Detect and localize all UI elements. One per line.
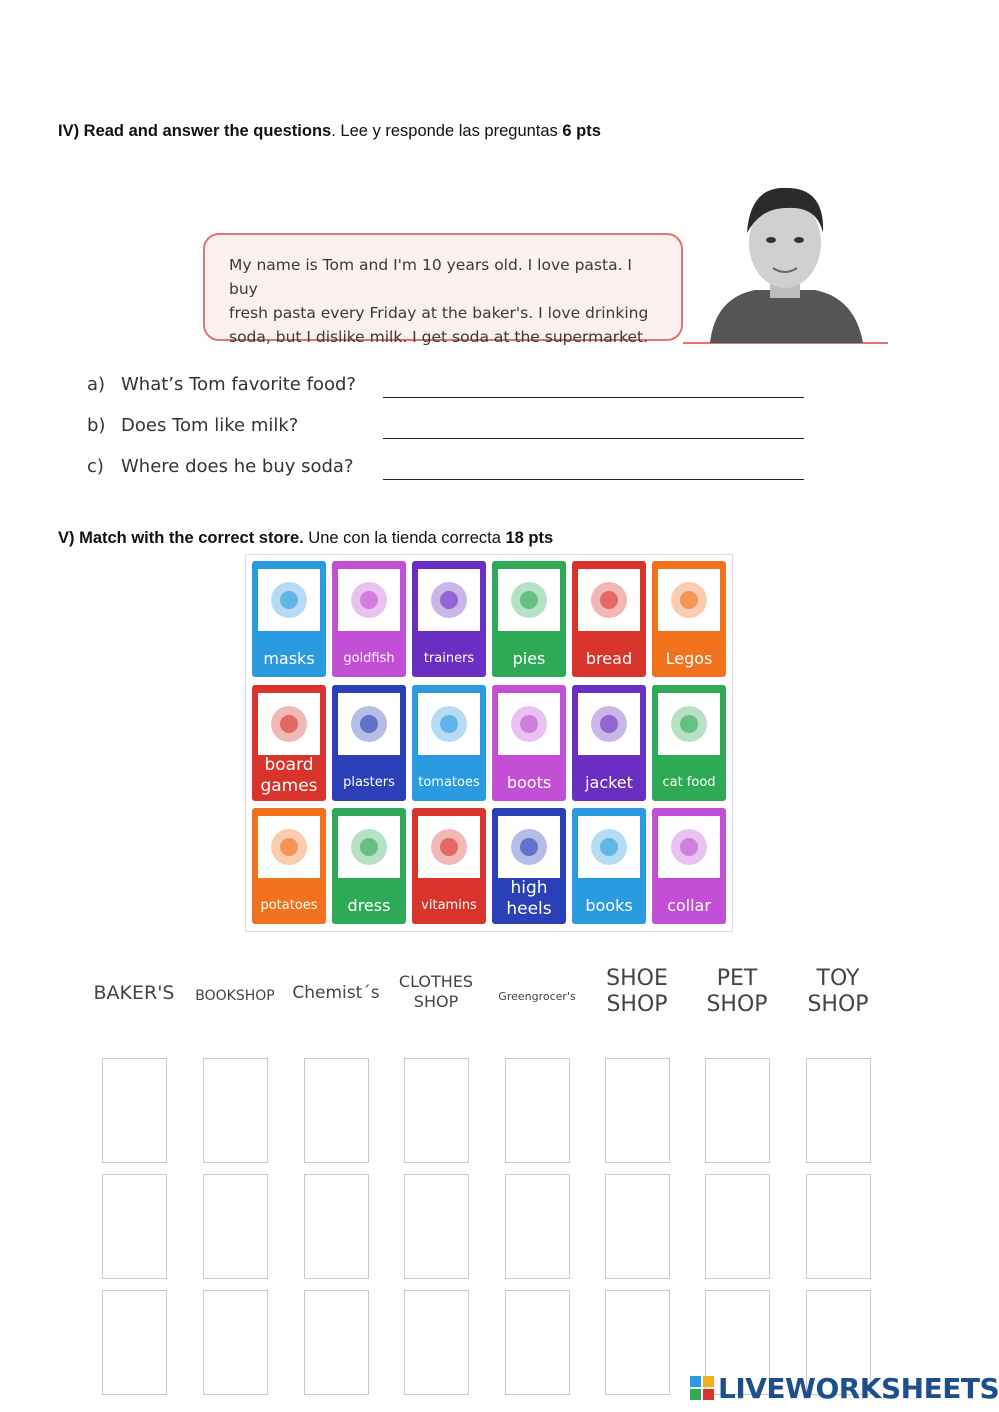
drop-box[interactable] — [304, 1290, 369, 1395]
trainers-icon — [418, 569, 480, 631]
section-4-heading-bold: IV) Read and answer the questions — [58, 122, 332, 140]
pies-icon — [498, 569, 560, 631]
question-c: c) Where does he buy soda? — [87, 456, 354, 477]
question-text: Does Tom like milk? — [121, 415, 299, 436]
item-tile[interactable] — [412, 685, 486, 801]
drop-box[interactable] — [203, 1290, 268, 1395]
drop-box[interactable] — [605, 1290, 670, 1395]
store-label: BAKER'S — [93, 982, 175, 1004]
question-b: b) Does Tom like milk? — [87, 415, 299, 436]
boots-icon — [498, 693, 560, 755]
item-label: vitamins — [421, 898, 477, 913]
drop-box[interactable] — [705, 1174, 770, 1279]
drop-box[interactable] — [203, 1058, 268, 1163]
item-tile[interactable] — [572, 685, 646, 801]
cat-food-icon — [658, 693, 720, 755]
store-label: Greengrocer's — [498, 990, 576, 1003]
item-tile[interactable] — [252, 561, 326, 677]
books-icon — [578, 816, 640, 878]
question-a: a) What’s Tom favorite food? — [87, 374, 356, 395]
drop-box[interactable] — [404, 1290, 469, 1395]
drop-box[interactable] — [404, 1058, 469, 1163]
section-5-heading-normal: Une con la tienda correcta — [303, 529, 506, 547]
item-label: board games — [260, 755, 318, 796]
item-label: collar — [667, 896, 711, 915]
store-label: PET SHOP — [706, 966, 768, 1017]
item-tile[interactable] — [652, 561, 726, 677]
drop-box[interactable] — [505, 1290, 570, 1395]
drop-box[interactable] — [505, 1174, 570, 1279]
answer-line-c[interactable] — [383, 479, 804, 480]
section-5-heading-points: 18 pts — [505, 529, 554, 547]
item-tile[interactable] — [572, 561, 646, 677]
speech-line: fresh pasta every Friday at the baker's. I love drinking — [229, 304, 649, 322]
plasters-icon — [338, 693, 400, 755]
mask-icon — [258, 569, 320, 631]
drop-box[interactable] — [505, 1058, 570, 1163]
drop-box[interactable] — [404, 1174, 469, 1279]
item-label: books — [585, 896, 633, 915]
bread-icon — [578, 569, 640, 631]
drop-box[interactable] — [705, 1058, 770, 1163]
item-label: masks — [263, 649, 315, 668]
drop-box[interactable] — [102, 1290, 167, 1395]
section-4-heading — [58, 122, 601, 141]
store-label: CLOTHES SHOP — [398, 972, 474, 1011]
item-tile[interactable] — [332, 808, 406, 924]
liveworksheets-logo — [690, 1370, 999, 1406]
item-label: high heels — [506, 878, 552, 919]
dress-icon — [338, 816, 400, 878]
drop-box[interactable] — [304, 1174, 369, 1279]
item-label: dress — [347, 896, 391, 915]
vitamins-icon — [418, 816, 480, 878]
store-label: SHOE SHOP — [606, 966, 668, 1017]
drop-box[interactable] — [605, 1058, 670, 1163]
item-tile[interactable] — [412, 808, 486, 924]
item-tile[interactable] — [332, 561, 406, 677]
logo-blocks-icon — [690, 1376, 714, 1400]
item-label: goldfish — [343, 651, 395, 666]
item-label: pies — [512, 649, 546, 668]
item-tile[interactable] — [652, 685, 726, 801]
store-label: Chemist´s — [292, 983, 380, 1003]
item-label: plasters — [343, 775, 395, 790]
speech-line: My name is Tom and I'm 10 years old. I love pasta. I buy — [229, 256, 633, 298]
item-label: cat food — [662, 775, 716, 790]
item-tile[interactable] — [492, 561, 566, 677]
answer-line-b[interactable] — [383, 438, 804, 439]
potatoes-icon — [258, 816, 320, 878]
jacket-icon — [578, 693, 640, 755]
speech-line: soda, but I dislike milk. I get soda at the supermarket. — [229, 328, 649, 346]
question-text: Where does he buy soda? — [121, 456, 354, 477]
logo-text: LIVEWORKSHEETS — [718, 1371, 999, 1405]
speech-bubble — [203, 233, 683, 346]
item-tile[interactable] — [252, 808, 326, 924]
item-label: potatoes — [260, 898, 318, 913]
drop-box[interactable] — [102, 1058, 167, 1163]
drop-box[interactable] — [806, 1174, 871, 1279]
question-text: What’s Tom favorite food? — [121, 374, 356, 395]
goldfish-icon — [338, 569, 400, 631]
tomatoes-icon — [418, 693, 480, 755]
store-label: TOY SHOP — [807, 966, 869, 1017]
section-4-heading-normal: . Lee y responde las preguntas — [331, 122, 563, 140]
item-tile[interactable] — [492, 685, 566, 801]
answer-line-a[interactable] — [383, 397, 804, 398]
drop-box[interactable] — [605, 1174, 670, 1279]
collar-icon — [658, 816, 720, 878]
boy-portrait-icon — [705, 178, 865, 343]
item-label: tomatoes — [418, 775, 480, 790]
drop-box[interactable] — [102, 1174, 167, 1279]
item-label: trainers — [423, 651, 475, 666]
item-tile[interactable] — [252, 685, 326, 801]
item-grid — [245, 554, 733, 932]
high-heels-icon — [498, 816, 560, 878]
item-tile[interactable] — [492, 808, 566, 924]
item-label: Legos — [665, 649, 713, 668]
item-label: boots — [506, 773, 552, 792]
drop-box[interactable] — [806, 1058, 871, 1163]
legos-icon — [658, 569, 720, 631]
section-5-heading — [58, 529, 553, 548]
item-tile[interactable] — [572, 808, 646, 924]
item-tile[interactable] — [412, 561, 486, 677]
item-tile[interactable] — [652, 808, 726, 924]
drop-box[interactable] — [203, 1174, 268, 1279]
item-tile[interactable] — [332, 685, 406, 801]
item-label: bread — [585, 649, 633, 668]
board-games-icon — [258, 693, 320, 755]
section-5-heading-bold: V) Match with the correct store. — [58, 529, 304, 547]
drop-box[interactable] — [304, 1058, 369, 1163]
section-4-heading-points: 6 pts — [562, 122, 601, 140]
store-label: BOOKSHOP — [195, 988, 275, 1004]
item-label: jacket — [585, 773, 633, 792]
